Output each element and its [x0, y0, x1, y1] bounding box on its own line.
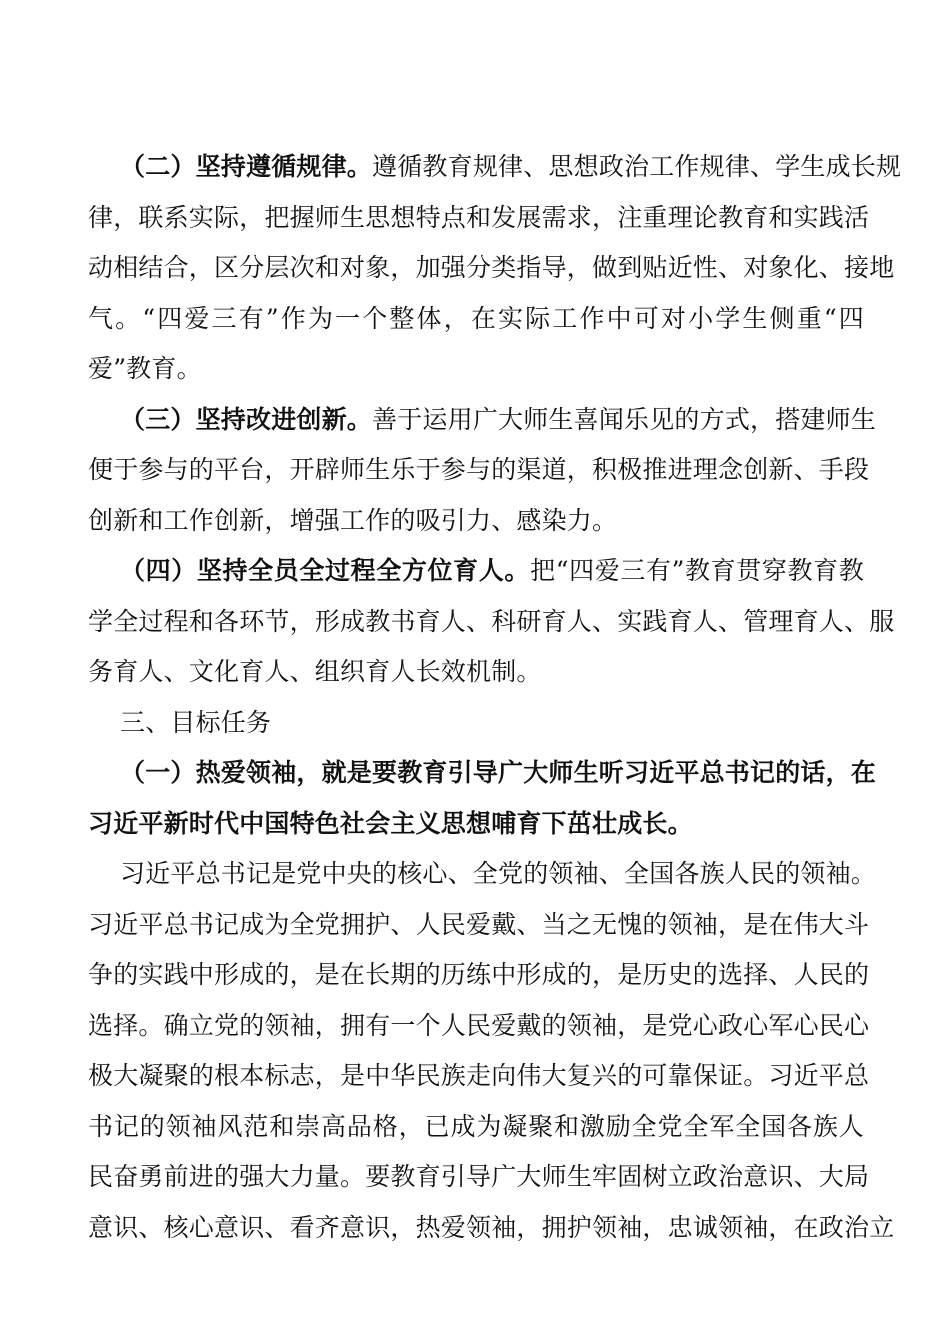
paragraph-line — [88, 1001, 870, 1052]
paragraph-line — [88, 294, 864, 345]
body-text: 习近平总书记成为全党拥护、人民爱戴、当之无愧的领袖，是在伟大斗 — [88, 909, 870, 939]
body-text: 选择。确立党的领袖，拥有一个人民爱戴的领袖，是党心政心军心民心 — [88, 1010, 870, 1040]
paragraph-line — [88, 142, 902, 193]
paragraph-line — [88, 1102, 864, 1153]
body-text: 学全过程和各环节，形成教书育人、科研育人、实践育人、管理育人、服 — [88, 606, 895, 636]
section-heading: （三）坚持改进创新。 — [120, 404, 373, 434]
paragraph-line — [88, 950, 870, 1001]
body-text: 争的实践中形成的，是在长期的历练中形成的，是历史的选择、人民的 — [88, 960, 870, 989]
subheading-text: 习近平新时代中国特色社会主义思想哺育下茁壮成长。 — [88, 808, 693, 838]
body-text: 便于参与的平台，开辟师生乐于参与的渠道，积极推进理念创新、手段 — [88, 455, 870, 484]
paragraph-line — [88, 849, 877, 900]
body-text: 极大凝聚的根本标志，是中华民族走向伟大复兴的可靠保证。习近平总 — [88, 1061, 870, 1090]
body-text: 动相结合，区分层次和对象，加强分类指导，做到贴近性、对象化、接地 — [88, 253, 895, 282]
body-text: 把“四爱三有”教育贯穿教育教 — [530, 556, 864, 585]
body-text: 爱”教育。 — [88, 354, 202, 383]
section-heading: （四）坚持全员全过程全方位育人。 — [120, 556, 531, 585]
body-text: 气。“四爱三有”作为一个整体，在实际工作中可对小学生侧重“四 — [88, 303, 864, 333]
chapter-heading-text: 三、目标任务 — [120, 707, 272, 737]
body-text: 遵循教育规律、思想政治工作规律、学生成长规 — [372, 152, 902, 181]
paragraph-line — [88, 546, 864, 597]
body-text: 律，联系实际，把握师生思想特点和发展需求，注重理论教育和实践活 — [88, 202, 870, 232]
paragraph-line — [88, 1051, 870, 1102]
paragraph-line — [88, 496, 864, 547]
body-text: 书记的领袖风范和崇高品格，已成为凝聚和激励全党全军全国各族人 — [88, 1111, 864, 1141]
body-text: 民奋勇前进的强大力量。要教育引导广大师生牢固树立政治意识、大局 — [88, 1162, 870, 1191]
paragraph-line — [88, 193, 870, 244]
paragraph-line — [88, 1152, 870, 1203]
body-text: 创新和工作创新，增强工作的吸引力、感染力。 — [88, 505, 618, 535]
body-text: 意识、核心意识、看齐意识，热爱领袖，拥护领袖，忠诚领袖，在政治立 — [88, 1212, 895, 1242]
paragraph-line — [88, 647, 864, 698]
paragraph-line — [88, 395, 877, 446]
paragraph-line — [88, 344, 864, 395]
paragraph-line — [88, 243, 895, 294]
body-text: 习近平总书记是党中央的核心、全党的领袖、全国各族人民的领袖。 — [120, 859, 877, 888]
paragraph-line — [88, 597, 895, 648]
chapter-heading — [88, 698, 864, 749]
paragraph-line — [88, 900, 870, 951]
subheading-line — [88, 799, 864, 850]
section-heading: （二）坚持遵循规律。 — [120, 152, 373, 181]
subheading-line — [88, 748, 877, 799]
paragraph-line — [88, 1203, 895, 1254]
body-text: 务育人、文化育人、组织育人长效机制。 — [88, 657, 542, 686]
document-page — [88, 142, 902, 1253]
body-text: 善于运用广大师生喜闻乐见的方式，搭建师生 — [372, 404, 877, 434]
paragraph-line — [88, 445, 870, 496]
subheading-text: （一）热爱领袖，就是要教育引导广大师生听习近平总书记的话，在 — [120, 758, 877, 787]
